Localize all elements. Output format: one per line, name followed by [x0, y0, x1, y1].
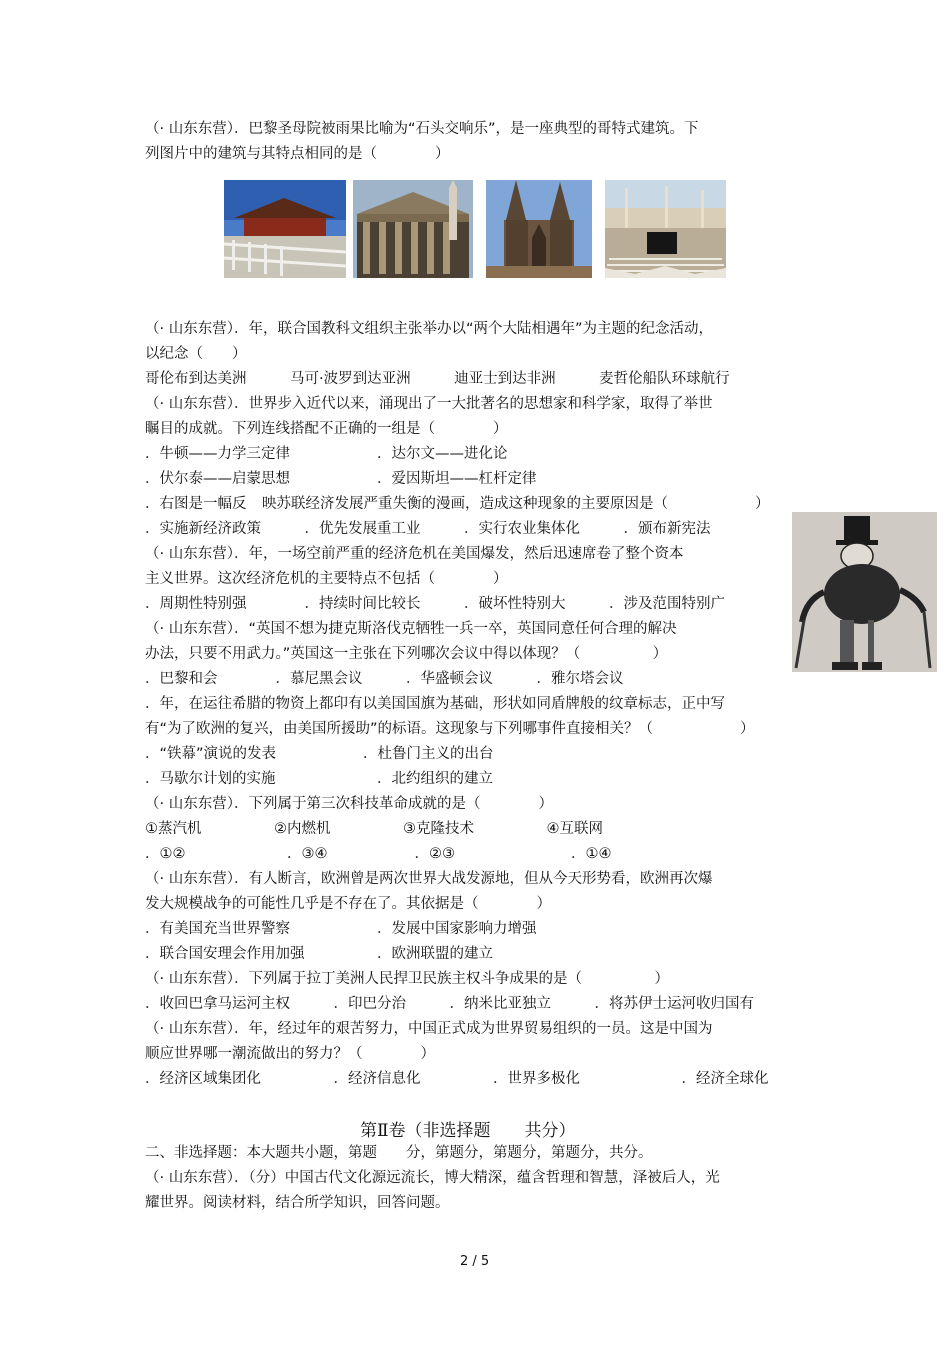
- q4-text-line1-cont: 映苏联经济发展严重失衡的漫画，造成这种现象的主要原因是（ ）: [262, 496, 770, 512]
- q5-options: ．周期性特别强 ．持续时间比较长 ．破坏性特别大 ．涉及范围特别广: [145, 596, 725, 612]
- q2-options: 哥伦布到达美洲 马可·波罗到达亚洲 迪亚士到达非洲 麦哲伦船队环球航行: [145, 371, 730, 387]
- q7-options-cd: ．马歇尔计划的实施 ．北约组织的建立: [145, 771, 493, 787]
- q5-text-line1: （· 山东东营）．年，一场空前严重的经济危机在美国爆发，然后迅速席卷了整个资本: [145, 546, 684, 562]
- q4-text-line1: ．右图是一幅反: [145, 496, 247, 512]
- part2-instruction: 二、非选择题：本大题共小题，第题 分，第题分，第题分，第题分，共分。: [145, 1145, 653, 1161]
- q7-text-line1: ．年，在运往希腊的物资上都印有以美国国旗为基础，形状如同盾牌般的纹章标志，正中写: [145, 696, 725, 712]
- soviet-economy-cartoon: [792, 512, 937, 672]
- q2-text-line2: 以纪念（ ）: [145, 346, 247, 362]
- q1-text-line1: （· 山东东营）．巴黎圣母院被雨果比喻为“石头交响乐”，是一座典型的哥特式建筑。下: [145, 121, 699, 137]
- q9-text-line2: 发大规模战争的可能性几乎是不存在了。其依据是（ ）: [145, 896, 551, 912]
- q10-text-line1: （· 山东东营）．下列属于拉丁美洲人民捍卫民族主权斗争成果的是（ ）: [145, 971, 669, 987]
- q2-text-line1: （· 山东东营）．年，联合国教科文组织主张举办以“两个大陆相遇年”为主题的纪念活动，: [145, 321, 713, 337]
- part2-q1-line2: 耀世界。阅读材料，结合所学知识，回答问题。: [145, 1195, 450, 1211]
- q6-text-line2: 办法，只要不用武力。”英国这一主张在下列哪次会议中得以体现？（ ）: [145, 646, 668, 662]
- q7-text-line2: 有“为了欧洲的复兴，由美国所援助”的标语。这现象与下列哪事件直接相关？（ ）: [145, 721, 755, 737]
- page-number: 2 / 5: [460, 1254, 490, 1269]
- q11-text-line1: （· 山东东营）．年，经过年的艰苦努力，中国正式成为世界贸易组织的一员。这是中国为: [145, 1021, 713, 1037]
- q1-text-line2: 列图片中的建筑与其特点相同的是（ ）: [145, 146, 450, 162]
- forbidden-city-photo: [224, 180, 346, 278]
- q4-options: ．实施新经济政策 ．优先发展重工业 ．实行农业集体化 ．颁布新宪法: [145, 521, 711, 537]
- q8-items: ①蒸汽机 ②内燃机 ③克隆技术 ④互联网: [145, 821, 603, 837]
- q5-text-line2: 主义世界。这次经济危机的主要特点不包括（ ）: [145, 571, 508, 587]
- q8-options: ．①② ．③④ ．②③ ．①④: [145, 846, 612, 862]
- q9-options-ab: ．有美国充当世界警察 ．发展中国家影响力增强: [145, 921, 537, 937]
- cologne-cathedral-photo: [486, 180, 592, 278]
- pantheon-photo: [353, 180, 473, 278]
- q9-options-cd: ．联合国安理会作用加强 ．欧洲联盟的建立: [145, 946, 493, 962]
- q3-options-cd: ．伏尔泰——启蒙思想 ．爱因斯坦——杠杆定律: [145, 471, 537, 487]
- mecca-kaaba-photo: [605, 180, 726, 278]
- part2-title: 第Ⅱ卷（非选择题 共分）: [360, 1121, 576, 1141]
- q6-options: ．巴黎和会 ．慕尼黑会议 ．华盛顿会议 ．雅尔塔会议: [145, 671, 624, 687]
- q3-text-line1: （· 山东东营）．世界步入近代以来，涌现出了一大批著名的思想家和科学家，取得了举世: [145, 396, 713, 412]
- q3-text-line2: 瞩目的成就。下列连线搭配不正确的一组是（ ）: [145, 421, 508, 437]
- q9-text-line1: （· 山东东营）．有人断言，欧洲曾是两次世界大战发源地，但从今天形势看，欧洲再次爆: [145, 871, 713, 887]
- q7-options-ab: ．“铁幕”演说的发表 ．杜鲁门主义的出台: [145, 746, 494, 762]
- q6-text-line1: （· 山东东营）．“英国不想为捷克斯洛伐克牺牲一兵一卒，英国同意任何合理的解决: [145, 621, 677, 637]
- q3-options-ab: ．牛顿——力学三定律 ．达尔文——进化论: [145, 446, 508, 462]
- part2-q1-line1: （· 山东东营）．（分）中国古代文化源远流长，博大精深，蕴含哲理和智慧，泽被后人，光: [145, 1170, 720, 1186]
- q8-text-line1: （· 山东东营）．下列属于第三次科技革命成就的是（ ）: [145, 796, 553, 812]
- q11-text-line2: 顺应世界哪一潮流做出的努力？（ ）: [145, 1046, 435, 1062]
- q10-options: ．收回巴拿马运河主权 ．印巴分治 ．纳米比亚独立 ．将苏伊士运河收归国有: [145, 996, 754, 1012]
- q11-options: ．经济区域集团化 ．经济信息化 ．世界多极化 ．经济全球化: [145, 1071, 769, 1087]
